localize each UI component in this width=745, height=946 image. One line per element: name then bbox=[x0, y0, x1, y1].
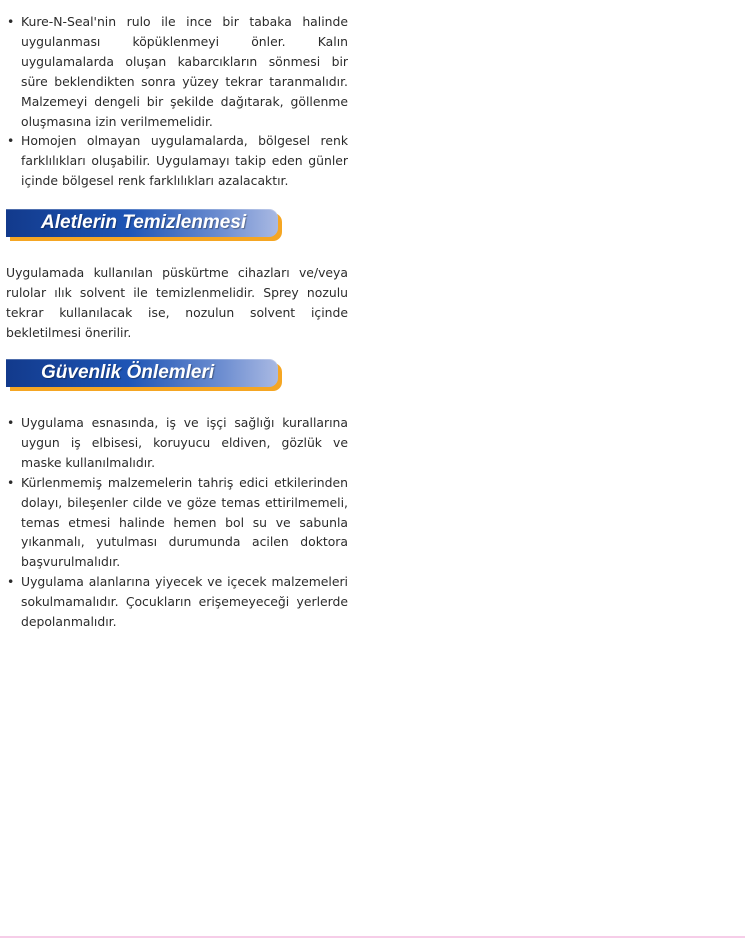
cleaning-section-text: Uygulamada kullanılan püskürtme cihazları ve/veya rulolar ılık solvent ile temizlenmelidir. Sprey nozulu tekrar kullanılacak ise, nozulun solvent içinde bekletilmesi önerilir. bbox=[6, 265, 348, 340]
safety-bullet-list bbox=[6, 413, 348, 632]
list-item: • Kure-N-Seal'nin rulo ile ince bir tabaka halinde uygulanması köpüklenmeyi önler. Kalın uygulamalarda oluşan kabarcıkların sönmesi bir süre beklendikten sonra yüzey tekrar taranmalıdır. Malzemeyi dengeli bir şekilde dağıtarak, göllenme oluşmasına izin verilmemelidir. bbox=[6, 12, 348, 131]
list-item: • Homojen olmayan uygulamalarda, bölgesel renk farklılıkları oluşabilir. Uygulamayı takip eden günler içinde bölgesel renk farklılıkları azalacaktır. bbox=[6, 131, 348, 191]
application-notes bbox=[6, 12, 348, 191]
cleaning-section-banner bbox=[6, 209, 282, 241]
application-bullet-list bbox=[6, 12, 348, 191]
list-item: • Kürlenmemiş malzemelerin tahriş edici etkilerinden dolayı, bileşenler cilde ve göze temas ettirilmemeli, temas etmesi halinde hemen bol su ve sabunla yıkanmalı, yutulması durumunda acilen doktora başvurulmalıdır. bbox=[6, 473, 348, 573]
list-item: • Uygulama alanlarına yiyecek ve içecek malzemeleri sokulmamalıdır. Çocukların erişemeyeceği yerlerde depolanmalıdır. bbox=[6, 572, 348, 632]
safety-section-banner bbox=[6, 359, 282, 391]
safety-section-title: Güvenlik Önlemleri bbox=[41, 362, 215, 383]
footer-divider bbox=[0, 936, 745, 938]
cleaning-section-title: Aletlerin Temizlenmesi bbox=[41, 212, 247, 233]
safety-notes bbox=[6, 413, 348, 632]
list-item: • Uygulama esnasında, iş ve işçi sağlığı kurallarına uygun iş elbisesi, koruyucu eldiven, gözlük ve maske kullanılmalıdır. bbox=[6, 413, 348, 473]
